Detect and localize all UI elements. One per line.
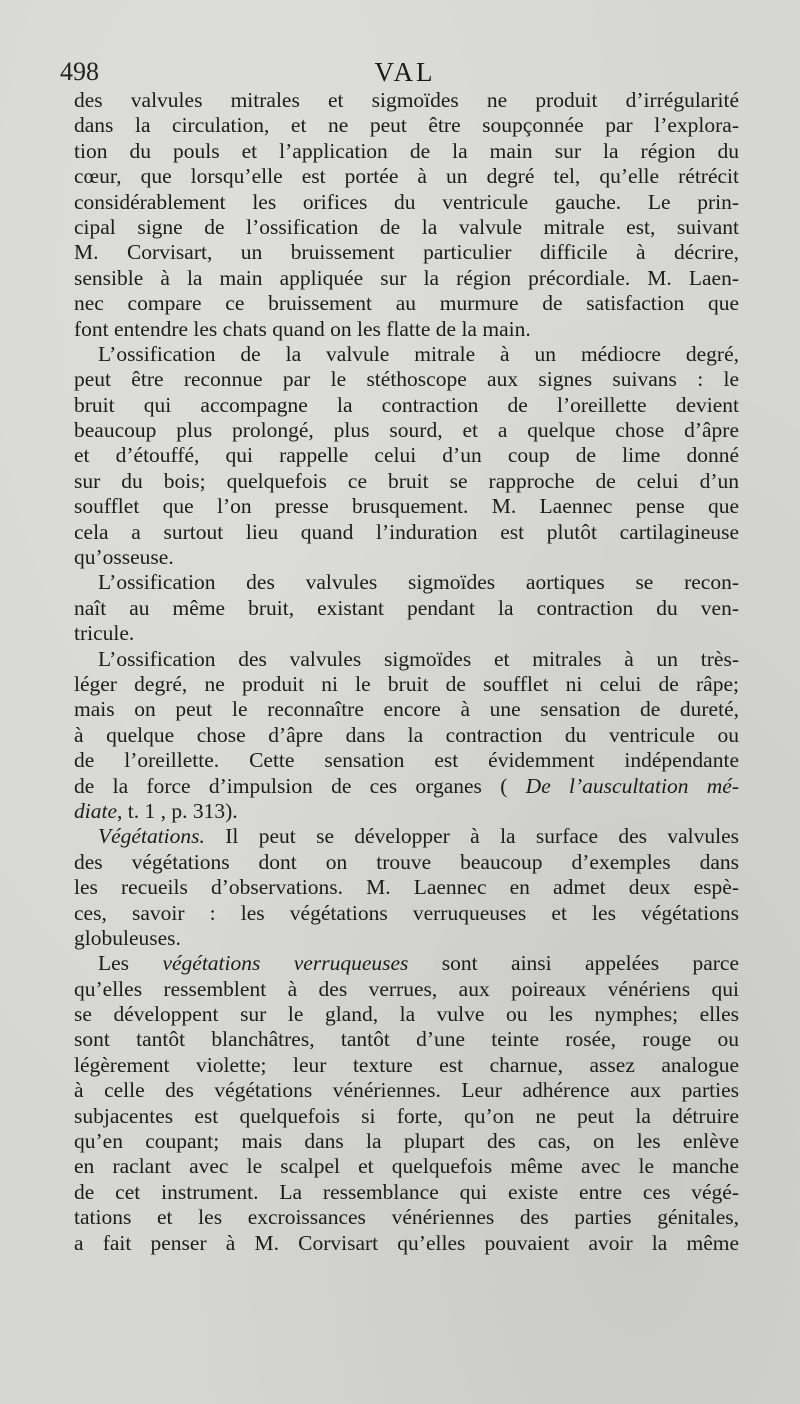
section-heading: Végétations. bbox=[98, 824, 205, 849]
italic-reference: De l’auscultation mé- bbox=[525, 773, 740, 798]
text-line bbox=[74, 824, 739, 849]
text-line: font entendre les chats quand on les flatte de la main. bbox=[74, 316, 531, 341]
text-line: cipal signe de l’ossification de la valvule mitrale est, suivant bbox=[74, 214, 739, 239]
text-line: à quelque chose d’âpre dans la contraction du ventricule ou bbox=[74, 722, 739, 747]
text-line: considérablement les orifices du ventricule gauche. Le prin- bbox=[74, 189, 739, 214]
text-line: nec compare ce bruissement au murmure de satisfaction que bbox=[74, 291, 739, 316]
text-line: L’ossification de la valvule mitrale à un médiocre degré, bbox=[98, 341, 739, 366]
text-line: sont tantôt blanchâtres, tantôt d’une teinte rosée, rouge ou bbox=[74, 1027, 739, 1052]
text-line: sur du bois; quelquefois ce bruit se rapproche de celui d’un bbox=[74, 468, 739, 493]
text-line: qu’en coupant; mais dans la plupart des cas, on les enlève bbox=[74, 1129, 739, 1154]
running-head bbox=[60, 55, 750, 89]
text-line: soufflet que l’on presse brusquement. M. Laennec pense que bbox=[74, 494, 739, 519]
text-line: subjacentes est quelquefois si forte, qu’on ne peut la détruire bbox=[74, 1103, 739, 1128]
text-line: ces, savoir : les végétations verruqueuses et les végétations bbox=[74, 900, 739, 925]
text-line: tion du pouls et l’application de la main sur la région du bbox=[74, 138, 739, 163]
text-line: a fait penser à M. Corvisart qu’elles pouvaient avoir la même bbox=[74, 1230, 739, 1255]
text-line: de l’oreillette. Cette sensation est évidemment indépendante bbox=[74, 748, 739, 773]
running-head-title: VAL bbox=[374, 57, 436, 87]
body-text bbox=[74, 88, 739, 1256]
italic-term: végétations verruqueuses bbox=[162, 951, 409, 976]
text-fragment: sont ainsi appelées parce bbox=[408, 951, 739, 976]
text-fragment: de la force d’impulsion de ces organes ( bbox=[74, 773, 508, 798]
text-line: mais on peut le reconnaître encore à une sensation de dureté, bbox=[74, 697, 739, 722]
text-line: qu’osseuse. bbox=[74, 545, 174, 570]
text-line: dans la circulation, et ne peut être soupçonnée par l’explora- bbox=[74, 113, 739, 138]
text-line bbox=[74, 951, 739, 976]
text-line: cœur, que lorsqu’elle est portée à un degré tel, qu’elle rétrécit bbox=[74, 164, 739, 189]
text-line: bruit qui accompagne la contraction de l’oreillette devient bbox=[74, 392, 739, 417]
text-fragment: Il peut se développer à la surface des valvules bbox=[204, 824, 739, 849]
page-number: 498 bbox=[60, 57, 99, 86]
text-line: L’ossification des valvules sigmoïdes et mitrales à un très- bbox=[98, 646, 739, 671]
text-line: M. Corvisart, un bruissement particulier difficile à décrire, bbox=[74, 240, 739, 265]
text-line: cela a surtout lieu quand l’induration est plutôt cartilagineuse bbox=[74, 519, 739, 544]
text-line: et d’étouffé, qui rappelle celui d’un coup de lime donné bbox=[74, 443, 739, 468]
text-line: de cet instrument. La ressemblance qui existe entre ces végé- bbox=[74, 1179, 739, 1204]
text-line: tricule. bbox=[74, 621, 135, 646]
text-line: globuleuses. bbox=[74, 925, 181, 950]
text-line: peut être reconnue par le stéthoscope aux signes suivans : le bbox=[74, 367, 739, 392]
text-line: léger degré, ne produit ni le bruit de soufflet ni celui de râpe; bbox=[74, 671, 739, 696]
text-line: en raclant avec le scalpel et quelquefois même avec le manche bbox=[74, 1154, 739, 1179]
text-line: légèrement violette; leur texture est charnue, assez analogue bbox=[74, 1052, 739, 1077]
text-line: L’ossification des valvules sigmoïdes aortiques se recon- bbox=[98, 570, 739, 595]
text-line: tations et les excroissances vénériennes des parties génitales, bbox=[74, 1205, 739, 1230]
text-fragment: Les bbox=[98, 951, 130, 976]
text-line: les recueils d’observations. M. Laennec en admet deux espè- bbox=[74, 875, 739, 900]
text-line: des végétations dont on trouve beaucoup d’exemples dans bbox=[74, 849, 739, 874]
text-fragment: , t. 1 , p. 313). bbox=[117, 798, 238, 823]
text-line: des valvules mitrales et sigmoïdes ne produit d’irrégularité bbox=[74, 88, 739, 112]
text-line: qu’elles ressemblent à des verrues, aux poireaux vénériens qui bbox=[74, 976, 739, 1001]
text-line: sensible à la main appliquée sur la région précordiale. M. Laen- bbox=[74, 265, 739, 290]
text-line: beaucoup plus prolongé, plus sourd, et a quelque chose d’âpre bbox=[74, 418, 739, 443]
text-line: à celle des végétations vénériennes. Leur adhérence aux parties bbox=[74, 1078, 739, 1103]
italic-reference: diate bbox=[74, 798, 117, 823]
text-line bbox=[74, 799, 739, 824]
text-line bbox=[74, 774, 739, 799]
text-line: se développent sur le gland, la vulve ou les nymphes; elles bbox=[74, 1002, 739, 1027]
text-line: naît au même bruit, existant pendant la contraction du ven- bbox=[74, 595, 739, 620]
